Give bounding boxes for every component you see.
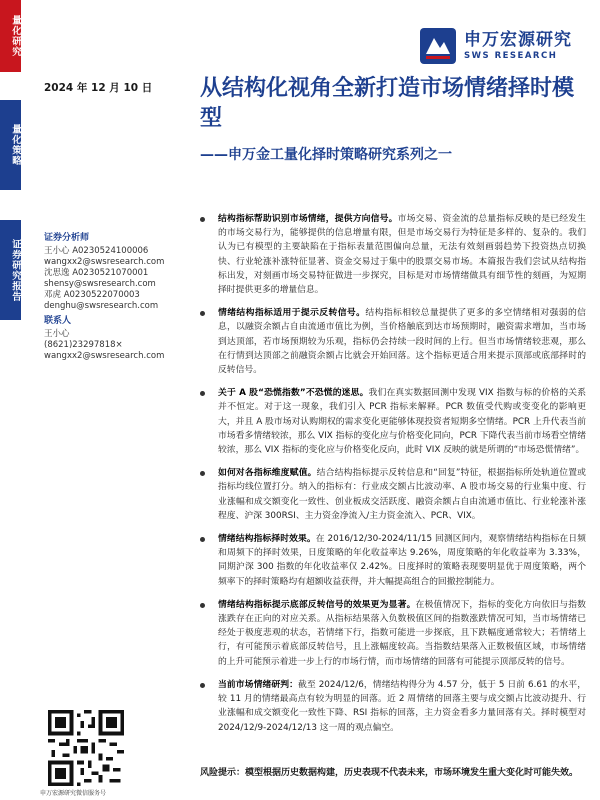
paragraph-lead: 情绪结构指标提示底部反转信号的效果更为显著。 bbox=[218, 599, 416, 610]
paragraph-lead: 当前市场情绪研判： bbox=[218, 679, 299, 690]
left-banner bbox=[0, 0, 21, 800]
analyst-line: 王小心 A0230524100006 bbox=[44, 246, 149, 256]
summary-paragraph bbox=[200, 532, 586, 589]
paragraph-lead: 关于 A 股“恐慌指数”不恐慌的迷思。 bbox=[218, 388, 369, 399]
report-subtitle: ——申万金工量化择时策略研究系列之一 bbox=[200, 147, 452, 163]
logo-text-cn: 申万宏源研究 bbox=[464, 30, 572, 50]
contact-email[interactable]: wangxx2@swsresearch.com bbox=[44, 351, 165, 361]
report-date: 2024 年 12 月 10 日 bbox=[44, 82, 153, 94]
category-tab-quant-research: 量化研究 bbox=[0, 0, 21, 72]
qr-code-icon bbox=[48, 710, 124, 786]
summary-paragraph bbox=[200, 386, 586, 457]
paragraph-lead: 情绪结构指标择时效果。 bbox=[218, 534, 316, 545]
paragraph-lead: 如何对各指标维度赋值。 bbox=[218, 468, 317, 479]
analyst-heading: 证券分析师 bbox=[44, 233, 90, 243]
paragraph-text: 市场交易、资金流的总量指标反映的是已经发生的市场交易行为，能够提供的信息增量有限，但是市场交易行为特征是多样的、复杂的。我们认为已有模型的主要缺陷在于指标表量范围偏向总量，无法有效刻画弱趋势下投资热点切换快、行业轮涨补涨特征显著、资金交易过于集中的股票交易市场。本篇报告我们尝试从结构指标出发，对刻画市场交易特征做进一步探究，目标是对市场情绪做具有细节性的刻画，为短期择时提供更多的增量信息。 bbox=[218, 214, 586, 296]
analyst-email[interactable]: wangxx2@swsresearch.com bbox=[44, 257, 165, 267]
contact-line: 王小心 bbox=[44, 329, 70, 339]
bullet-icon bbox=[200, 683, 205, 688]
logo-mark-icon bbox=[418, 26, 458, 66]
qr-caption: 申万宏源研究微信服务号 bbox=[40, 790, 107, 797]
bullet-icon bbox=[200, 311, 205, 316]
paragraph-text: 结合结构指标提示反转信息和“回复”特征，根据指标所处轨道位置或指标均线位置打分。纳入的指标有：行业成交额占比波动率、A 股市场交易的行业集中度、行业涨幅和成交额变化一致性、创业板成交活跃度、融资余额占自由流通市值比、行业轮涨补涨程度、沪深 300RSI、主力资金净流入/主力资金流入、PCR、VIX。 bbox=[218, 468, 586, 521]
paragraph-lead: 结构指标帮助识别市场情绪，提供方向信号。 bbox=[218, 214, 398, 224]
bullet-icon bbox=[200, 471, 205, 476]
paragraph-text: 截至 2024/12/6，情绪结构得分为 4.57 分，低于 5 日前 6.61 的水平，较 11 月的情绪最高点有较为明显的回落。近 2 周情绪的回落主要与成交额占比波动提升、行业涨幅和成交额变化一致性下降、RSI 指标的回落，主力资金看多力量回落有关。择时模型对 2024/12/9-2024/12/13 这一周的观点偏空。 bbox=[218, 679, 586, 733]
analyst-email[interactable]: denghu@swsresearch.com bbox=[44, 301, 159, 311]
summary-section bbox=[200, 212, 586, 744]
bullet-icon bbox=[200, 537, 205, 542]
analyst-email[interactable]: shensy@swsresearch.com bbox=[44, 279, 156, 289]
risk-warning: 风险提示：模型根据历史数据构建，历史表现不代表未来，市场环境发生重大变化时可能失效。 bbox=[200, 768, 579, 778]
report-title: 从结构化视角全新打造市场情绪择时模型 bbox=[200, 76, 575, 131]
bullet-icon bbox=[200, 603, 205, 608]
summary-paragraph bbox=[200, 306, 586, 377]
paragraph-text: 结构指标相较总量提供了更多的多空情绪相对强弱的信息，以融资余额占自由流通市值比为例，当价格触底到达市场预期时，融资需求增加，当市场到达顶部，若市场预期较为乐观，指标仍会持续一段时间的上行。但当市场情绪较悲观，那么在行情到达顶部之前融资余额占比就会开始回落。这个指标更适合用来提示顶部或底部择时的反转信号。 bbox=[218, 308, 586, 376]
logo-text-en: SWS RESEARCH bbox=[464, 51, 558, 61]
bullet-icon bbox=[200, 391, 205, 396]
contact-heading: 联系人 bbox=[44, 316, 72, 326]
paragraph-lead: 情绪结构指标适用于提示反转信号。 bbox=[218, 308, 366, 319]
analyst-line: 沈思逸 A0230521070001 bbox=[44, 268, 149, 278]
paragraph-text: 在 2016/12/30-2024/11/15 回测区间内，观察情绪结构指标在日频和周频下的择时效果，日度策略的年化收益率达 9.26%，周度策略的年化收益率为 3.33%，同期沪深 300 指数的年化收益率仅 2.42%。日度择时的策略表现要明显优于周度策略，两个频率下的择时策略均有超额收益获得，并大幅提高组合的回撤控制能力。 bbox=[218, 534, 586, 587]
summary-paragraph bbox=[200, 466, 586, 523]
category-tab-securities-report: 证券研究报告 bbox=[0, 220, 21, 320]
category-tab-quant-strategy: 量化策略 bbox=[0, 100, 21, 190]
analyst-line: 邓虎 A0230522070003 bbox=[44, 290, 140, 300]
paragraph-text: 在极值情况下，指标的变化方向依旧与指数涨跌存在正向的对应关系。从指标结果落入负数极值区间的指数涨跌情况可知，当市场情绪已经处于极度悲观的状态，若情绪下行，指数可能进一步探底，且下跌幅度通常较大；若情绪上行，有可能预示着底部反转信号，且上涨幅度较高。当指数结果落入正数极值区域，市场情绪的上升可能预示着进一步上行的市场行情，而市场情绪的回落有可能提示顶部反转的信号。 bbox=[218, 599, 586, 667]
summary-paragraph bbox=[200, 678, 586, 735]
contact-phone: (8621)23297818× bbox=[44, 340, 123, 350]
analyst-info bbox=[44, 233, 184, 362]
bullet-icon bbox=[200, 217, 205, 222]
paragraph-text: 我们在真实数据回测中发现 VIX 指数与标的价格的关系并不恒定。对于这一现象，我们引入 PCR 指标来解释。PCR 数值受代购或变变化的影响更大，并且 A 股市场对认购期权的需求变化更能够体现投资者短期多空情绪。PCR 上升代表当前市场看多情绪较浓，那么 VIX 指标的变化应与价格变化同向，PCR 下降代表当前市场看空情绪较浓，那么 VIX 指标的变化应与价格变化反向，此时 VIX 反映的就是所谓的“市场恐慌情绪”。 bbox=[218, 388, 587, 456]
summary-paragraph bbox=[200, 598, 586, 669]
company-logo bbox=[418, 26, 572, 66]
summary-paragraph bbox=[200, 212, 586, 297]
